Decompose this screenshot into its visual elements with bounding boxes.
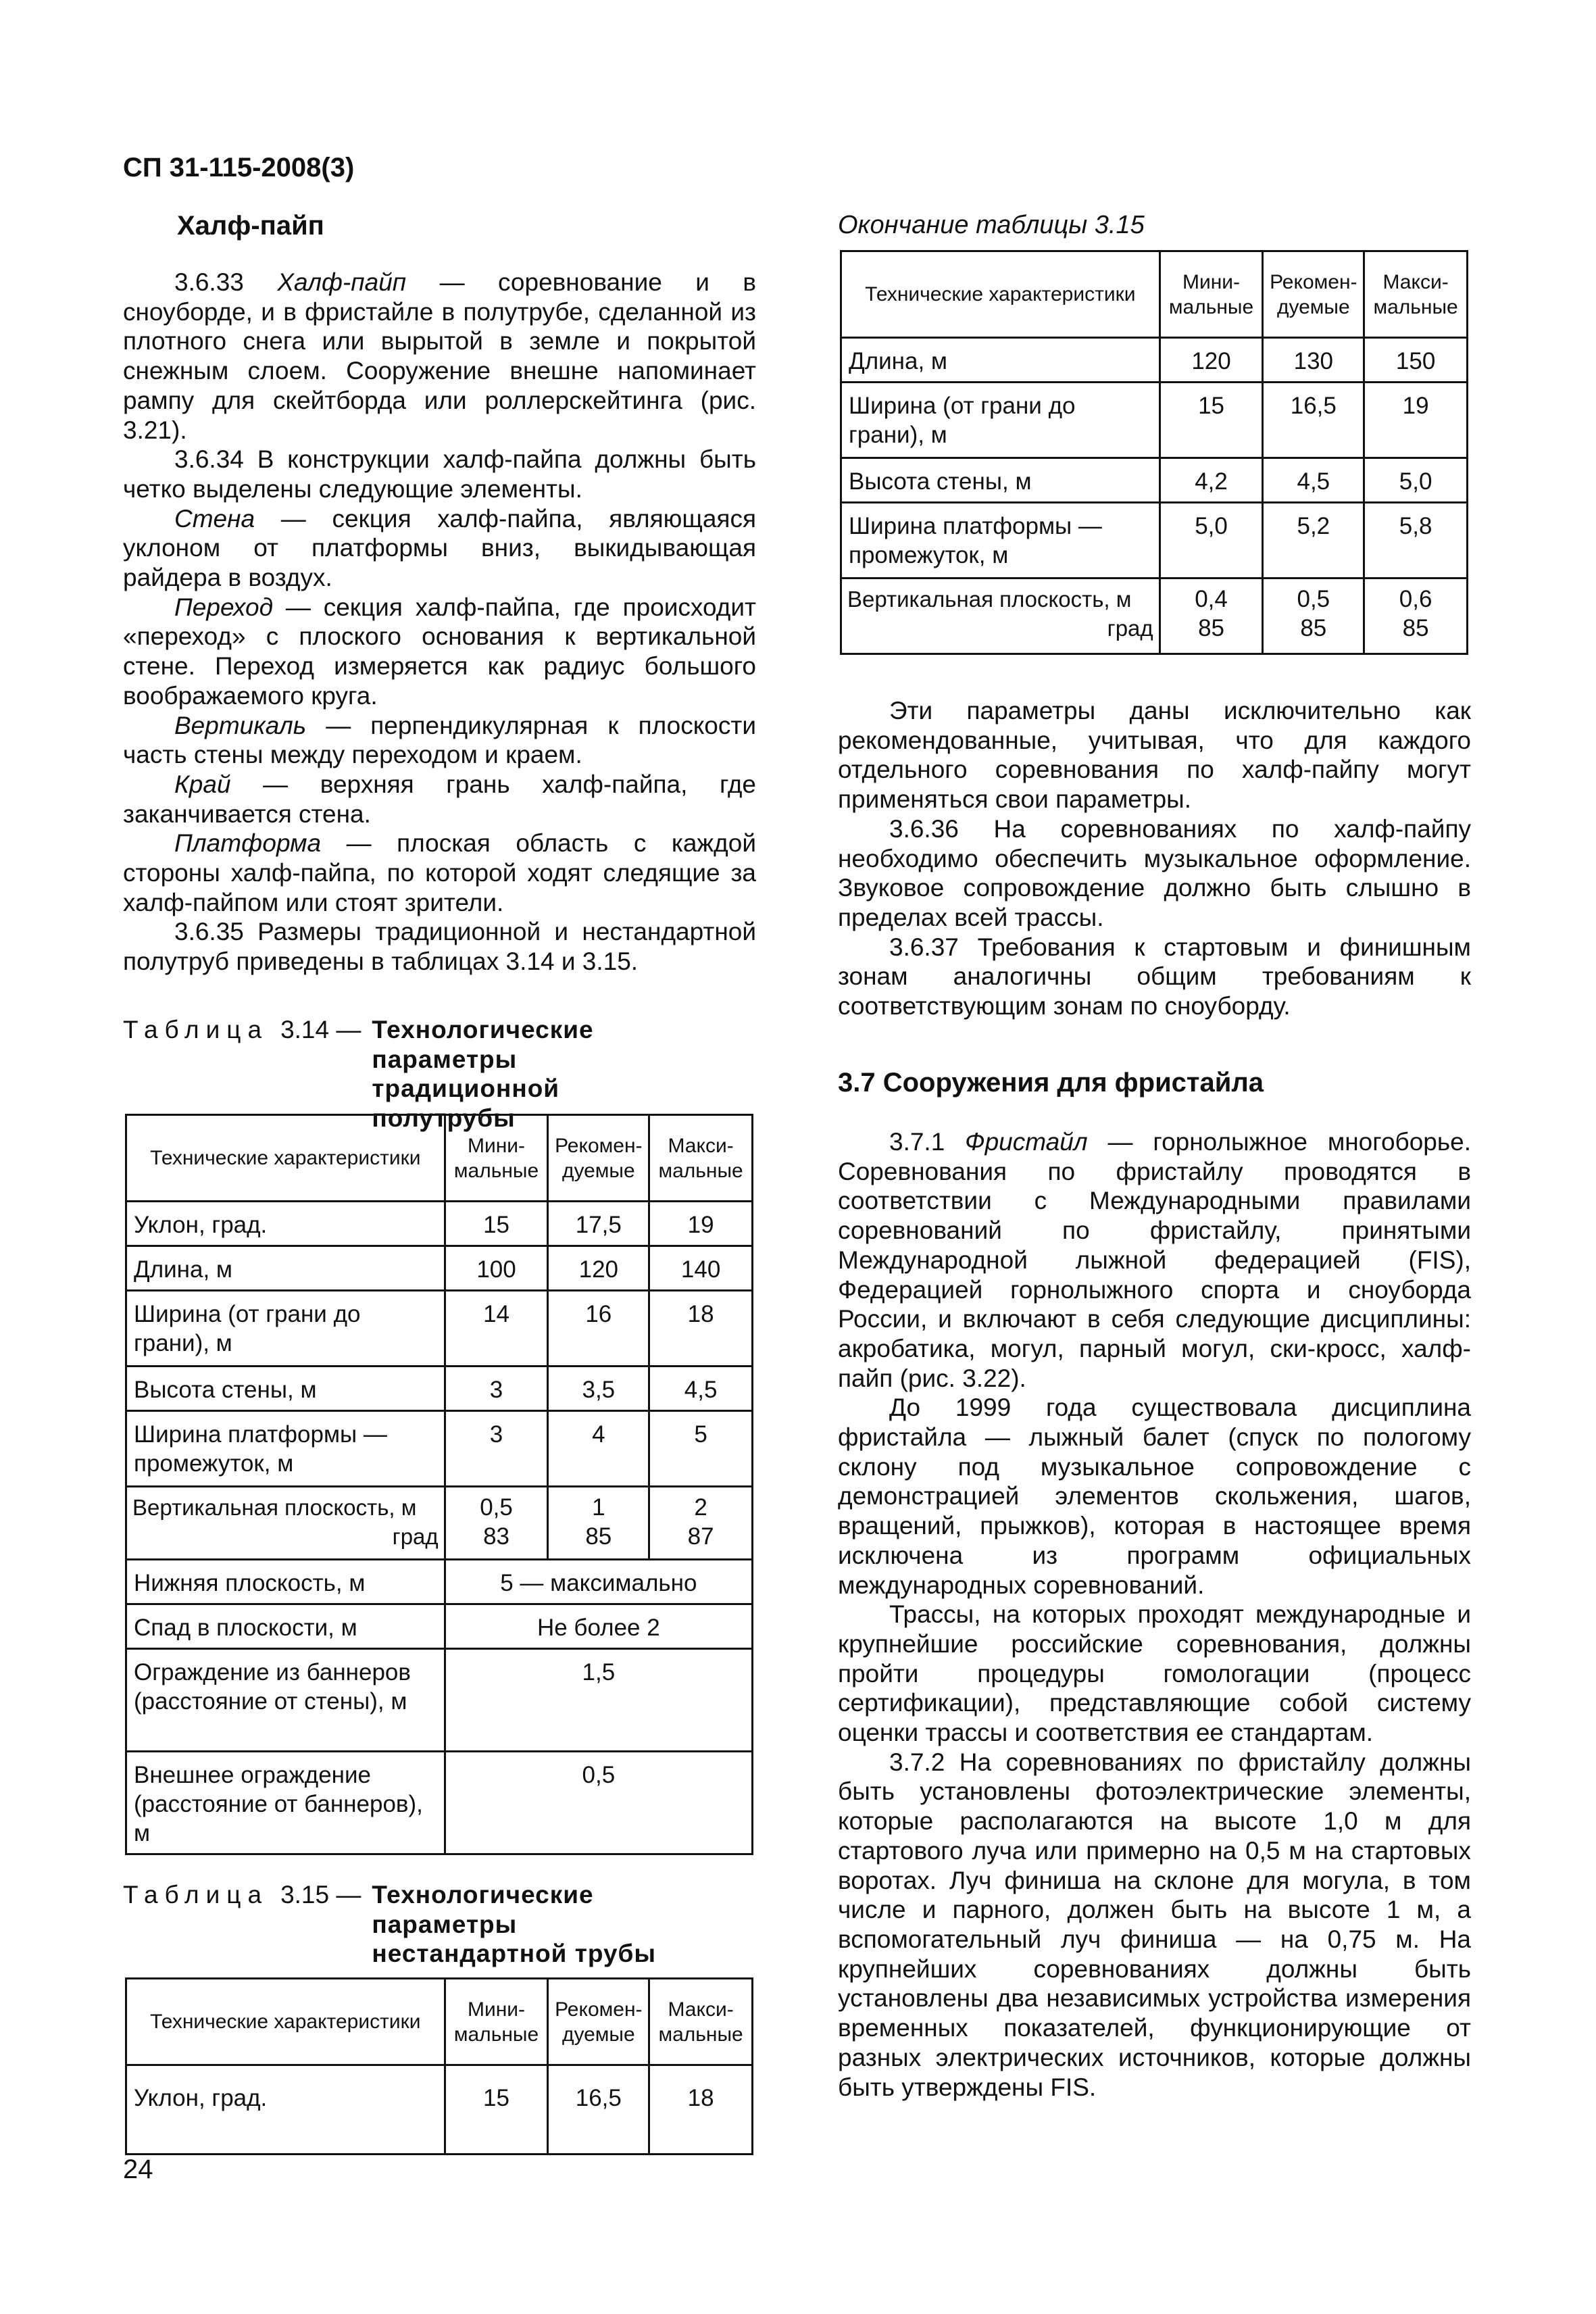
col-header: Макси-мальные — [1364, 251, 1468, 338]
col-header: Макси-мальные — [649, 1115, 753, 1202]
table-cell: 120 — [1159, 338, 1263, 383]
table-row — [126, 1246, 753, 1291]
table-314 — [125, 1114, 753, 1855]
table-cell: 5,8 — [1364, 503, 1468, 578]
table-row — [126, 1367, 753, 1411]
table-row — [841, 338, 1468, 383]
table-314-caption: Таблица 3.14 — Технологические параметры традиционной полутрубы — [123, 1015, 756, 1133]
paragraph: Переход — секция халф-пайпа, где происходит «переход» с плоского основания к вертикальной стене. Переход измеряется как радиус большого воображаемого круга. — [123, 593, 756, 710]
paragraph: Вертикаль — перпендикулярная к плоскости часть стены между переходом и краем. — [123, 711, 756, 769]
table-cell: 0,5 — [445, 1752, 752, 1854]
table-cell: 14 — [445, 1291, 548, 1367]
col-header: Рекомен-дуемые — [548, 1979, 649, 2065]
table-cell: Ширина платформы — промежуток, м — [126, 1411, 445, 1487]
table-cell: 130 — [1263, 338, 1364, 383]
table-cell: 0,5 83 — [445, 1487, 548, 1560]
table-cell: 120 — [548, 1246, 649, 1291]
table-cell: Вертикальная плоскость, м град — [126, 1487, 445, 1560]
right-body-text-top — [838, 696, 1471, 1021]
table-cell: 19 — [1364, 383, 1468, 458]
table-315-start — [125, 1977, 753, 2155]
table-cell: 5 — [649, 1411, 753, 1487]
paragraph: 3.6.34 В конструкции халф-пайпа должны быть четко выделены следующие элементы. — [123, 445, 756, 503]
right-body-text-bottom — [838, 1127, 1471, 2102]
paragraph: Трассы, на которых проходят международные и крупнейшие российские соревнования, должны пройти процедуры гомологации (процесс сертификации), представляющие собой систему оценки трассы и соответствия ее стандартам. — [838, 1600, 1471, 1747]
table-cell: 17,5 — [548, 1202, 649, 1246]
table-cell: 3 — [445, 1367, 548, 1411]
document-id: СП 31-115-2008(3) — [123, 153, 355, 182]
table-cell: 100 — [445, 1246, 548, 1291]
table-cell: Уклон, град. — [126, 2065, 445, 2155]
table-cell: 0,5 85 — [1263, 578, 1364, 654]
table-row — [126, 1291, 753, 1367]
table-row — [841, 578, 1468, 654]
table-cell: Длина, м — [126, 1246, 445, 1291]
paragraph: Эти параметры даны исключительно как рекомендованные, учитывая, что для каждого отдельного соревнования по халф-пайпу могут применяться свои параметры. — [838, 697, 1471, 814]
table-cell: 2 87 — [649, 1487, 753, 1560]
table-cell: 3,5 — [548, 1367, 649, 1411]
table-315-end — [840, 250, 1468, 655]
col-header: Мини-мальные — [445, 1979, 548, 2065]
table-cell: 1,5 — [445, 1649, 752, 1752]
table-cell: 140 — [649, 1246, 753, 1291]
table-row — [841, 458, 1468, 503]
paragraph: До 1999 года существовала дисциплина фристайла — лыжный балет (спуск по пологому склону под музыкальное сопровождение с демонстрацией элементов скольжения, шагов, вращений, прыжков), которая в настоящее время исключена из программ официальных международных соревнований. — [838, 1394, 1471, 1599]
table-cell: Ширина (от грани до грани), м — [841, 383, 1160, 458]
table-cell: 15 — [445, 1202, 548, 1246]
page-number: 24 — [123, 2155, 153, 2184]
table-cell: 16,5 — [1263, 383, 1364, 458]
section-title-halfpipe: Халф-пайп — [177, 211, 324, 241]
table-cell: Не более 2 — [445, 1604, 752, 1649]
table-cell: Нижняя плоскость, м — [126, 1560, 445, 1604]
table-cell: Ширина платформы — промежуток, м — [841, 503, 1160, 578]
table-cell: Ширина (от грани до грани), м — [126, 1291, 445, 1367]
table-cell: 15 — [445, 2065, 548, 2155]
table-cell: Высота стены, м — [841, 458, 1160, 503]
table-cell: 0,4 85 — [1159, 578, 1263, 654]
paragraph: 3.6.36 На соревнованиях по халф-пайпу необходимо обеспечить музыкальное оформление. Звуковое сопровождение должно быть слышно в пределах всей трассы. — [838, 814, 1471, 931]
table-cell: 4 — [548, 1411, 649, 1487]
table-cell: 5,0 — [1159, 503, 1263, 578]
table-cell: Спад в плоскости, м — [126, 1604, 445, 1649]
table-cell: Уклон, град. — [126, 1202, 445, 1246]
table-cell: 16 — [548, 1291, 649, 1367]
col-header: Технические характеристики — [126, 1979, 445, 2065]
table-cell: 18 — [649, 1291, 753, 1367]
table-row — [841, 503, 1468, 578]
section-title-freestyle: 3.7 Сооружения для фристайла — [838, 1068, 1264, 1098]
col-header: Рекомен-дуемые — [1263, 251, 1364, 338]
table-cell: 4,2 — [1159, 458, 1263, 503]
col-header: Технические характеристики — [841, 251, 1160, 338]
table-cell: 4,5 — [1263, 458, 1364, 503]
table-continuation-caption: Окончание таблицы 3.15 — [838, 211, 1145, 239]
paragraph: 3.7.2 На соревнованиях по фристайлу должны быть установлены фотоэлектрические элементы, которые располагаются на высоте 1,0 м для стартового луча или примерно на 0,5 м на стартовых воротах. Луч финиша на склоне для могула, в том числе и парного, должен быть на высоте 1 м, а вспомогательный луч финиша — на 0,75 м. На крупнейших соревнованиях должны быть установлены два независимых устройства измерения временных показателей, функционирующие от разных электрических источников, которые должны быть утверждены FIS. — [838, 1748, 1471, 2101]
col-header: Мини-мальные — [445, 1115, 548, 1202]
table-cell: 3 — [445, 1411, 548, 1487]
paragraph: 3.7.1 Фристайл — горнолыжное многоборье. Соревнования по фристайлу проводятся в соответствии с Международными правилами соревнований по фристайлу, принятыми Международной лыжной федерацией (FIS), Федерацией горнолыжного спорта и сноуборда России, и включают в себя следующие дисциплины: акробатика, могул, парный могул, ски-кросс, халф-пайп (рис. 3.22). — [838, 1128, 1472, 1392]
paragraph: Стена — секция халф-пайпа, являющаяся уклоном от платформы вниз, выкидывающая райдера в воздух. — [123, 504, 756, 592]
table-cell: 5 — максимально — [445, 1560, 752, 1604]
table-cell: Внешнее ограждение (расстояние от баннеров), м — [126, 1752, 445, 1854]
table-cell: 0,6 85 — [1364, 578, 1468, 654]
table-row — [126, 2065, 753, 2155]
col-header: Рекомен-дуемые — [548, 1115, 649, 1202]
table-row — [126, 1752, 753, 1854]
table-315-title: Технологические параметры нестандартной трубы — [372, 1881, 656, 1968]
table-cell: 5,0 — [1364, 458, 1468, 503]
table-cell: Ограждение из баннеров (расстояние от стены), м — [126, 1649, 445, 1752]
table-cell: 4,5 — [649, 1367, 753, 1411]
paragraph: Платформа — плоская область с каждой стороны халф-пайпа, по которой ходят следящие за халф-пайпом или стоят зрители. — [123, 829, 756, 916]
paragraph: 3.6.33 Халф-пайп — соревнование и в сноуборде, и в фристайле в полутрубе, сделанной из плотного снега или вырытой в земле и покрытой снежным слоем. Сооружение внешне напоминает рампу для скейтборда или роллерскейтинга (рис. 3.21). — [123, 268, 756, 444]
table-row — [126, 1487, 753, 1560]
table-cell: 150 — [1364, 338, 1468, 383]
paragraph: 3.6.35 Размеры традиционной и нестандартной полутруб приведены в таблицах 3.14 и 3.15. — [123, 918, 756, 976]
table-row — [126, 1649, 753, 1752]
paragraph: Край — верхняя грань халф-пайпа, где заканчивается стена. — [123, 770, 756, 828]
col-header: Мини-мальные — [1159, 251, 1263, 338]
table-cell: 5,2 — [1263, 503, 1364, 578]
table-315-caption: Таблица 3.15 — Технологические параметры нестандартной трубы — [123, 1880, 756, 1969]
table-314-title: Технологические параметры традиционной полутрубы — [372, 1016, 594, 1133]
table-row — [841, 383, 1468, 458]
table-row — [126, 1202, 753, 1246]
left-body-text — [123, 268, 756, 977]
table-cell: Вертикальная плоскость, м град — [841, 578, 1160, 654]
table-cell: 16,5 — [548, 2065, 649, 2155]
table-cell: 15 — [1159, 383, 1263, 458]
table-row — [126, 1604, 753, 1649]
table-cell: Высота стены, м — [126, 1367, 445, 1411]
table-row — [126, 1560, 753, 1604]
table-cell: 1 85 — [548, 1487, 649, 1560]
col-header: Макси-мальные — [649, 1979, 753, 2065]
table-cell: 18 — [649, 2065, 753, 2155]
table-row — [126, 1411, 753, 1487]
table-cell: Длина, м — [841, 338, 1160, 383]
col-header: Технические характеристики — [126, 1115, 445, 1202]
table-cell: 19 — [649, 1202, 753, 1246]
paragraph: 3.6.37 Требования к стартовым и финишным зонам аналогичны общим требованиям к соответствующим зонам по сноуборду. — [838, 933, 1471, 1020]
